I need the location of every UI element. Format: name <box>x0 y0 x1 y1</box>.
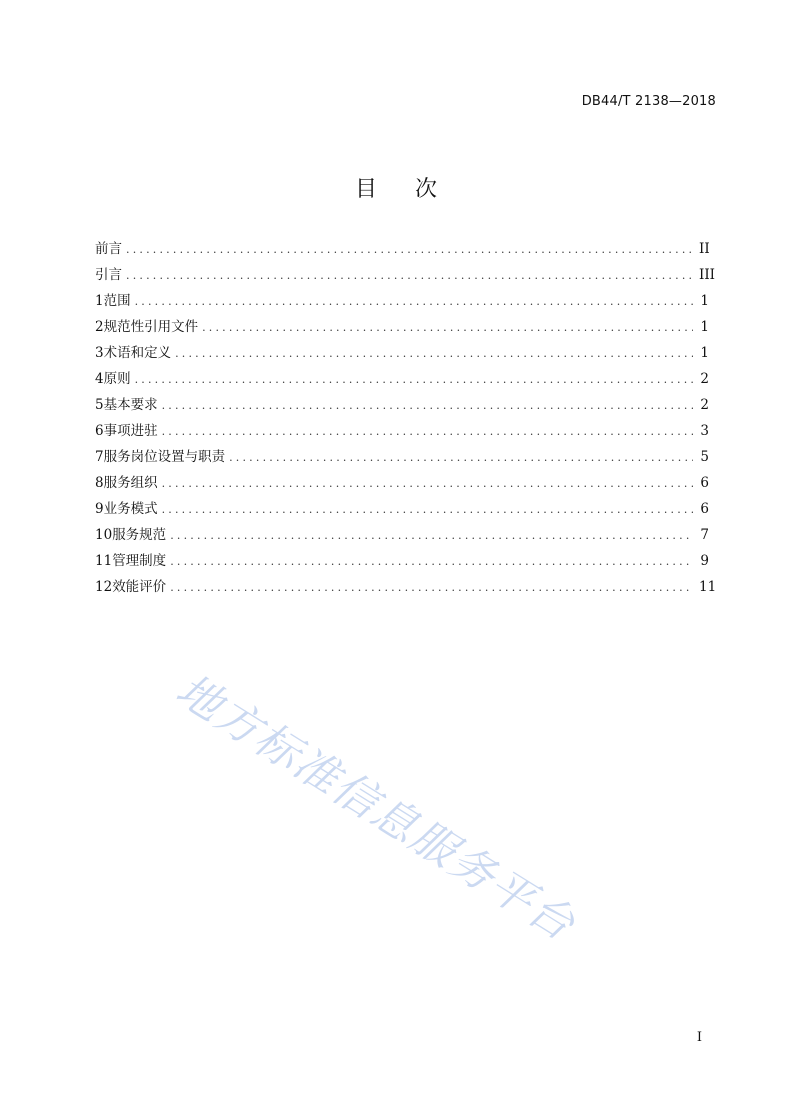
toc-leader-dots <box>170 523 693 549</box>
toc-entry-page: 5 <box>700 449 709 465</box>
toc-entry-number: 12 <box>95 579 113 595</box>
toc-entry-page: 3 <box>700 423 709 439</box>
toc-entry[interactable] <box>95 366 709 392</box>
toc-entry-number: 3 <box>95 345 104 361</box>
toc-entry[interactable] <box>95 236 709 262</box>
toc-entry-label: 服务组织 <box>103 475 158 491</box>
toc-entry-page: 1 <box>700 319 709 335</box>
toc-entry-number: 10 <box>95 527 113 543</box>
toc-leader-dots <box>126 263 693 289</box>
toc-entry-page: III <box>699 267 715 283</box>
toc-leader-dots <box>170 575 693 601</box>
toc-entry[interactable] <box>95 340 709 366</box>
toc-entry[interactable] <box>95 522 709 548</box>
toc-entry-page: 9 <box>700 553 709 569</box>
toc-entry-label: 服务规范 <box>112 527 167 543</box>
toc-entry-page: 1 <box>700 345 709 361</box>
toc-entry-number: 5 <box>95 397 104 413</box>
toc-entry-page: 2 <box>700 397 709 413</box>
toc-entry[interactable] <box>95 574 717 600</box>
toc-entry-label: 基本要求 <box>103 397 158 413</box>
toc-entry-page: 6 <box>700 501 709 517</box>
toc-leader-dots <box>162 419 693 445</box>
toc-entry-number: 6 <box>95 423 104 439</box>
toc-entry-number: 2 <box>95 319 104 335</box>
toc-entry[interactable] <box>95 418 709 444</box>
toc-entry-page: 1 <box>700 293 709 309</box>
toc-entry[interactable] <box>95 314 709 340</box>
toc-leader-dots <box>126 237 693 263</box>
toc-leader-dots <box>162 471 693 497</box>
toc-entry-label: 原则 <box>103 371 131 387</box>
toc-entry[interactable] <box>95 470 709 496</box>
toc-leader-dots <box>202 315 693 341</box>
toc-entry-label: 管理制度 <box>112 553 167 569</box>
toc-entry[interactable] <box>95 444 709 470</box>
toc-entry-number: 1 <box>95 293 104 309</box>
toc-leader-dots <box>135 289 693 315</box>
toc-entry-label: 事项进驻 <box>103 423 158 439</box>
toc-title: 目次 <box>354 177 475 202</box>
toc-entry-page: 7 <box>700 527 709 543</box>
toc-entry-label: 业务模式 <box>103 501 158 517</box>
toc-leader-dots <box>229 445 693 471</box>
toc-leader-dots <box>162 393 693 419</box>
toc-entry-number: 8 <box>95 475 104 491</box>
toc-entry-label: 效能评价 <box>112 579 167 595</box>
toc-entry-label: 引言 <box>95 267 122 283</box>
toc-entry-label: 服务岗位设置与职责 <box>103 449 226 465</box>
toc-entry-number: 9 <box>95 501 104 517</box>
watermark: 地方标准信息服务平台 <box>167 664 585 952</box>
toc-entry[interactable] <box>95 288 709 314</box>
toc-entry-number: 11 <box>95 553 113 569</box>
toc-leader-dots <box>170 549 693 575</box>
document-code: DB44/T 2138—2018 <box>581 94 716 109</box>
toc-entry[interactable] <box>95 548 709 574</box>
toc-entry-number: 7 <box>95 449 104 465</box>
toc-entry-label: 规范性引用文件 <box>103 319 199 335</box>
toc-entry-page: II <box>699 241 710 257</box>
toc-entry-page: 2 <box>700 371 709 387</box>
toc-entry-page: 6 <box>700 475 709 491</box>
page-number: I <box>696 1030 702 1045</box>
toc-entry-label: 前言 <box>95 241 122 257</box>
toc-entry[interactable] <box>95 262 715 288</box>
table-of-contents <box>95 236 717 600</box>
toc-leader-dots <box>162 497 693 523</box>
toc-entry[interactable] <box>95 496 709 522</box>
toc-leader-dots <box>135 367 693 393</box>
toc-entry-page: 11 <box>699 579 717 595</box>
toc-entry-label: 术语和定义 <box>103 345 172 361</box>
toc-entry[interactable] <box>95 392 709 418</box>
toc-entry-label: 范围 <box>103 293 131 309</box>
toc-leader-dots <box>175 341 693 367</box>
toc-entry-number: 4 <box>95 371 104 387</box>
